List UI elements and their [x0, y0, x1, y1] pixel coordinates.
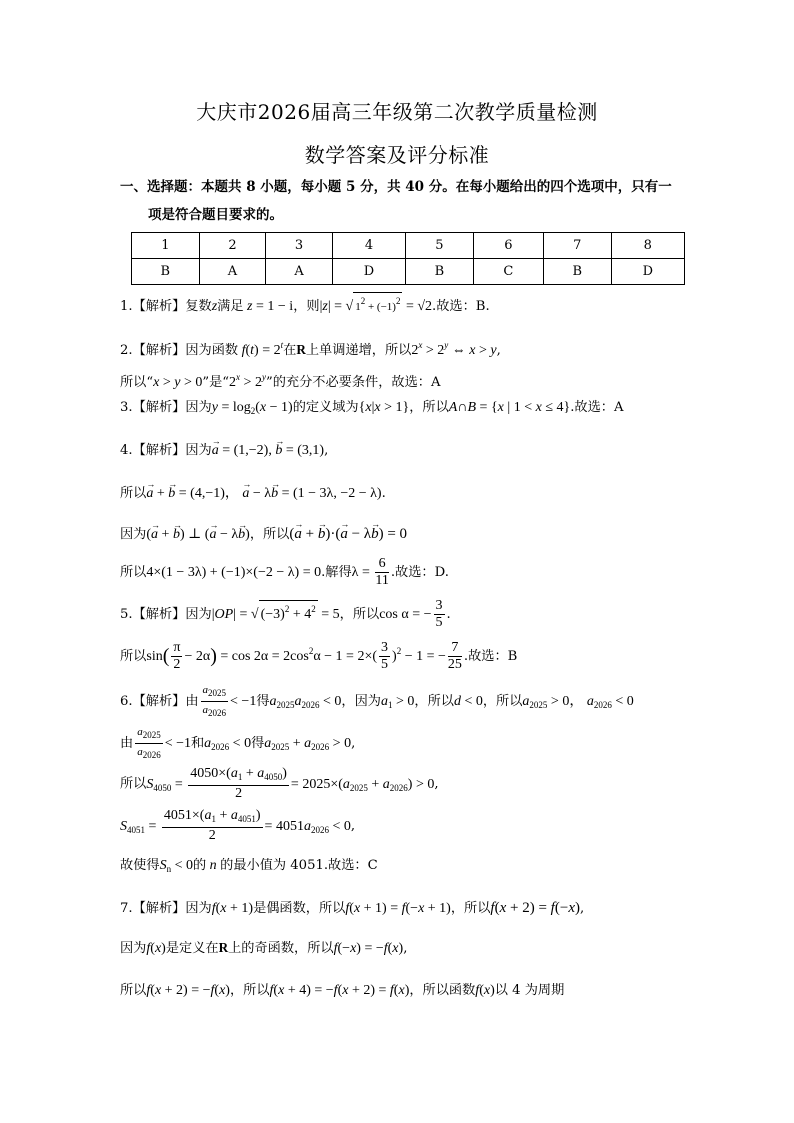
solution-6-s4050: 所以$S_{4050}$ = $\frac{4050\times(a_1 + a_{4050})}{2}$ = $2025\times(a_{2025} + a_{2026}) > 0$,	[120, 766, 439, 801]
answer-cell: B	[543, 259, 611, 285]
section-heading-line1: 一、选择题：本题共 8 小题，每小题 5 分，共 40 分。在每小题给出的四个选项中，只有一	[120, 179, 672, 195]
solution-7-odd: 因为f(x)是定义在R上的奇函数，所以f(−x) = −f(x),	[120, 940, 408, 956]
page-title: 大庆市2026届高三年级第二次教学质量检测	[196, 100, 598, 124]
answer-table-number-row	[132, 233, 685, 259]
solution-7: 7.【解析】因为f(x + 1)是偶函数，所以f(x + 1) = f(−x + 1)，所以f(x + 2) = f(−x),	[120, 900, 585, 916]
solution-4-perpendicular: 因为(→ a + → b) ⊥ (→ a − λ→ b)，所以(→ a + → b)·(→ a − λ→ b) = 0	[120, 523, 407, 545]
section-heading	[120, 173, 700, 229]
answer-cell: A	[199, 259, 266, 285]
solution-4: 4.【解析】因为→ a = (1,−2), → b = (3,1),	[120, 440, 328, 462]
answer-cell: A	[266, 259, 333, 285]
solution-1: 1.【解析】复数z满足 z = 1 − i，则|z| = √ $1^2 + (-1)^2 = √2$.故选：B.	[120, 292, 490, 314]
solution-2-conclusion: 所以“x > y > 0”是“$2^x > 2^y$”的充分不必要条件，故选：A	[120, 372, 441, 390]
question-number-cell: 5	[406, 233, 474, 259]
answer-cell: B	[406, 259, 474, 285]
solution-2: 2.【解析】因为函数 $f(t) = 2^t$在R上单调递增，所以$2^x > 2^y$ ⇔ x > y,	[120, 340, 501, 358]
answer-cell: B	[132, 259, 200, 285]
answer-cell: D	[611, 259, 684, 285]
question-number-cell: 3	[266, 233, 333, 259]
solution-7-period: 所以f(x + 2) = −f(x)，所以f(x + 4) = −f(x + 2) = f(x)，所以函数f(x)以 4 为周期	[120, 983, 565, 998]
page-subtitle: 数学答案及评分标准	[304, 143, 490, 167]
question-number-cell: 4	[332, 233, 405, 259]
question-number-cell: 8	[611, 233, 684, 259]
solution-3: 3.【解析】因为$y = \log_2(x - 1)$的定义域为{x|x > 1}，所以A∩B = {x | 1 < x ≤ 4}.故选：A	[120, 400, 624, 416]
question-number-cell: 1	[132, 233, 200, 259]
solution-5: 5.【解析】因为|OP| = √ $(-3)^2 + 4^2 = 5$，所以cos α = − $\frac{3}{5}$ .	[120, 598, 451, 630]
solution-4-sum: 所以→ a + → b = (4,−1)， → a − λ→ b = (1 − 3λ, −2 − λ).	[120, 483, 386, 505]
solution-6: 6.【解析】由 $\frac{a_{2025}}{a_{2026}}$ < −1得$a_{2025}a_{2026} < 0$，因为$a_1 > 0$，所以d < 0，所以$a_{2025} > 0$， $a_{2026} < 0$	[120, 684, 634, 718]
answer-cell: D	[332, 259, 405, 285]
solution-6-s4051: $S_{4051}$ = $\frac{4051\times(a_1 + a_{4051})}{2}$ = $4051a_{2026} < 0$,	[120, 808, 356, 843]
answer-table	[131, 232, 685, 285]
answer-table-answer-row	[132, 259, 685, 285]
question-number-cell: 7	[543, 233, 611, 259]
question-number-cell: 6	[473, 233, 543, 259]
section-heading-line2: 项是符合题目要求的。	[148, 207, 283, 223]
question-number-cell: 2	[199, 233, 266, 259]
solution-6-sum-sign: 由 $\frac{a_{2025}}{a_{2026}}$ < −1和$a_{2026} < 0$得$a_{2025} + a_{2026} > 0$,	[120, 726, 356, 760]
solution-4-result: 所以4×(1 − 3λ) + (−1)×(−2 − λ) = 0.解得λ = $\frac{6}{11}$ .故选：D.	[120, 556, 449, 588]
solution-5-result: 所以sin( $\frac{\pi}{2}$ − $2\alpha) = \cos 2\alpha = 2\cos^2\alpha - 1 = 2\times$( $\frac{3}{5}$ )$^2$ − 1 = − $\frac{7}{25}$ .故选：B	[120, 640, 518, 672]
answer-cell: C	[473, 259, 543, 285]
solution-6-result: 故使得$S_n < 0$的 n 的最小值为 4051.故选：C	[120, 858, 378, 874]
